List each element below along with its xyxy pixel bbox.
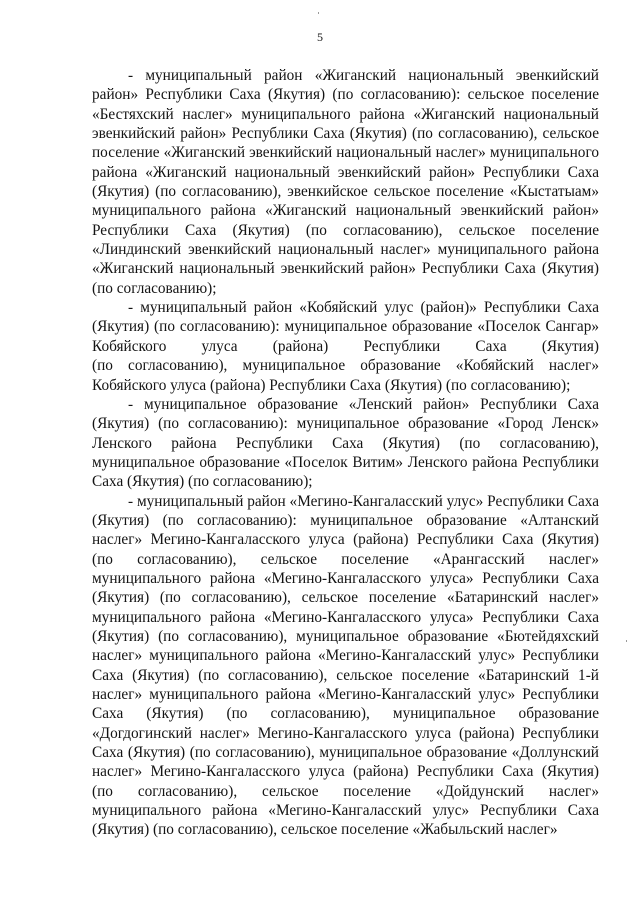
text-line: Саха (Якутия) (по согласованию);	[92, 473, 313, 491]
text-line: (Якутия) (по согласованию): муниципальное образование «Город Ленск»	[92, 415, 599, 433]
text-line: (Якутия) (по согласованию), муниципальное образование «Бютейдяхский	[92, 627, 599, 645]
text-line: муниципального района «Мегино-Кангаласского улуса» Республики Саха	[92, 569, 599, 587]
page-number: 5	[317, 30, 323, 44]
paragraph	[92, 395, 599, 492]
text-line: (Якутия) (по согласованию): муниципальное образование «Поселок Сангар»	[92, 318, 599, 336]
text-line: район» Республики Саха (Якутия) (по согласованию): сельское поселение	[92, 86, 599, 104]
text-line: наслег» Мегино-Кангаласского улуса (района) Республики Саха (Якутия)	[92, 763, 599, 781]
paragraph	[92, 492, 599, 840]
text-line: эвенкийский район» Республики Саха (Якутия) (по согласованию), сельское	[92, 125, 599, 143]
text-line: (Якутия) (по согласованию), сельское поселение «Жабыльский наслег»	[92, 821, 558, 839]
scan-speck	[626, 640, 627, 642]
text-line: «Догдогинский наслег» Мегино-Кангаласского улуса (района) Республики	[92, 724, 599, 742]
text-line: Республики Саха (Якутия) (по согласованию), сельское поселение	[92, 221, 599, 239]
text-line: Кобяйского улуса (района) Республики Саха (Якутия)	[92, 337, 599, 355]
text-line: «Линдинский эвенкийский национальный наслег» муниципального района	[92, 241, 599, 259]
text-line: (Якутия) (по согласованию), сельское поселение «Батаринский наслег»	[92, 589, 599, 607]
text-line: «Жиганский национальный эвенкийский район» Республики Саха (Якутия)	[92, 260, 599, 278]
text-line: поселение «Жиганский эвенкийский национальный наслег» муниципального	[92, 144, 599, 162]
text-line: (по согласованию), муниципальное образование «Кобяйский наслег»	[92, 357, 599, 375]
text-line: - муниципальный район «Кобяйский улус (район)» Республики Саха	[128, 299, 599, 317]
text-line: - муниципальное образование «Ленский район» Республики Саха	[128, 395, 599, 413]
text-line: муниципальное образование «Поселок Витим» Ленского района Республики	[92, 453, 599, 471]
text-line: Саха (Якутия) (по согласованию), муниципальное образование	[92, 705, 599, 723]
text-line: (Якутия) (по согласованию), эвенкийское сельское поселение «Кыстатыам»	[92, 183, 599, 201]
text-line: муниципального района «Мегино-Кангаласского улуса» Республики Саха	[92, 608, 599, 626]
text-line: (по согласованию), сельское поселение «Дойдунский наслег»	[92, 782, 599, 800]
text-line: района «Жиганский национальный эвенкийский район» Республики Саха	[92, 163, 599, 181]
text-line: - муниципальный район «Жиганский национальный эвенкийский	[128, 67, 599, 84]
paragraph	[92, 66, 599, 298]
scan-speck	[318, 12, 319, 14]
text-line: (по согласованию);	[92, 279, 217, 297]
text-line: Ленского района Республики Саха (Якутия) (по согласованию),	[92, 434, 599, 452]
text-line: муниципального района «Жиганский национальный эвенкийский район»	[92, 202, 599, 220]
text-line: Саха (Якутия) (по согласованию), муниципальное образование «Доллунский	[92, 744, 599, 762]
text-line: Кобяйского улуса (района) Республики Саха (Якутия) (по согласованию);	[92, 376, 571, 394]
text-line: наслег» Мегино-Кангаласского улуса (района) Республики Саха (Якутия)	[92, 531, 599, 549]
text-line: наслег» муниципального района «Мегино-Кангаласский улус» Республики	[92, 647, 599, 665]
text-line: (Якутия) (по согласованию): муниципальное образование «Алтанский	[92, 511, 599, 529]
text-line: муниципального района «Мегино-Кангаласский улус» Республики Саха	[92, 802, 599, 820]
text-line: - муниципальный район «Мегино-Кангаласский улус» Республики Саха	[128, 492, 599, 510]
paragraph	[92, 298, 599, 395]
text-line: «Бестяхский наслег» муниципального района «Жиганский национальный	[92, 105, 599, 123]
text-line: Саха (Якутия) (по согласованию), сельское поселение «Батаринский 1-й	[92, 666, 599, 684]
document-body	[92, 66, 599, 840]
text-line: наслег» муниципального района «Мегино-Кангаласский улус» Республики	[92, 686, 599, 703]
text-line: (по согласованию), сельское поселение «Арангасский наслег»	[92, 550, 599, 568]
